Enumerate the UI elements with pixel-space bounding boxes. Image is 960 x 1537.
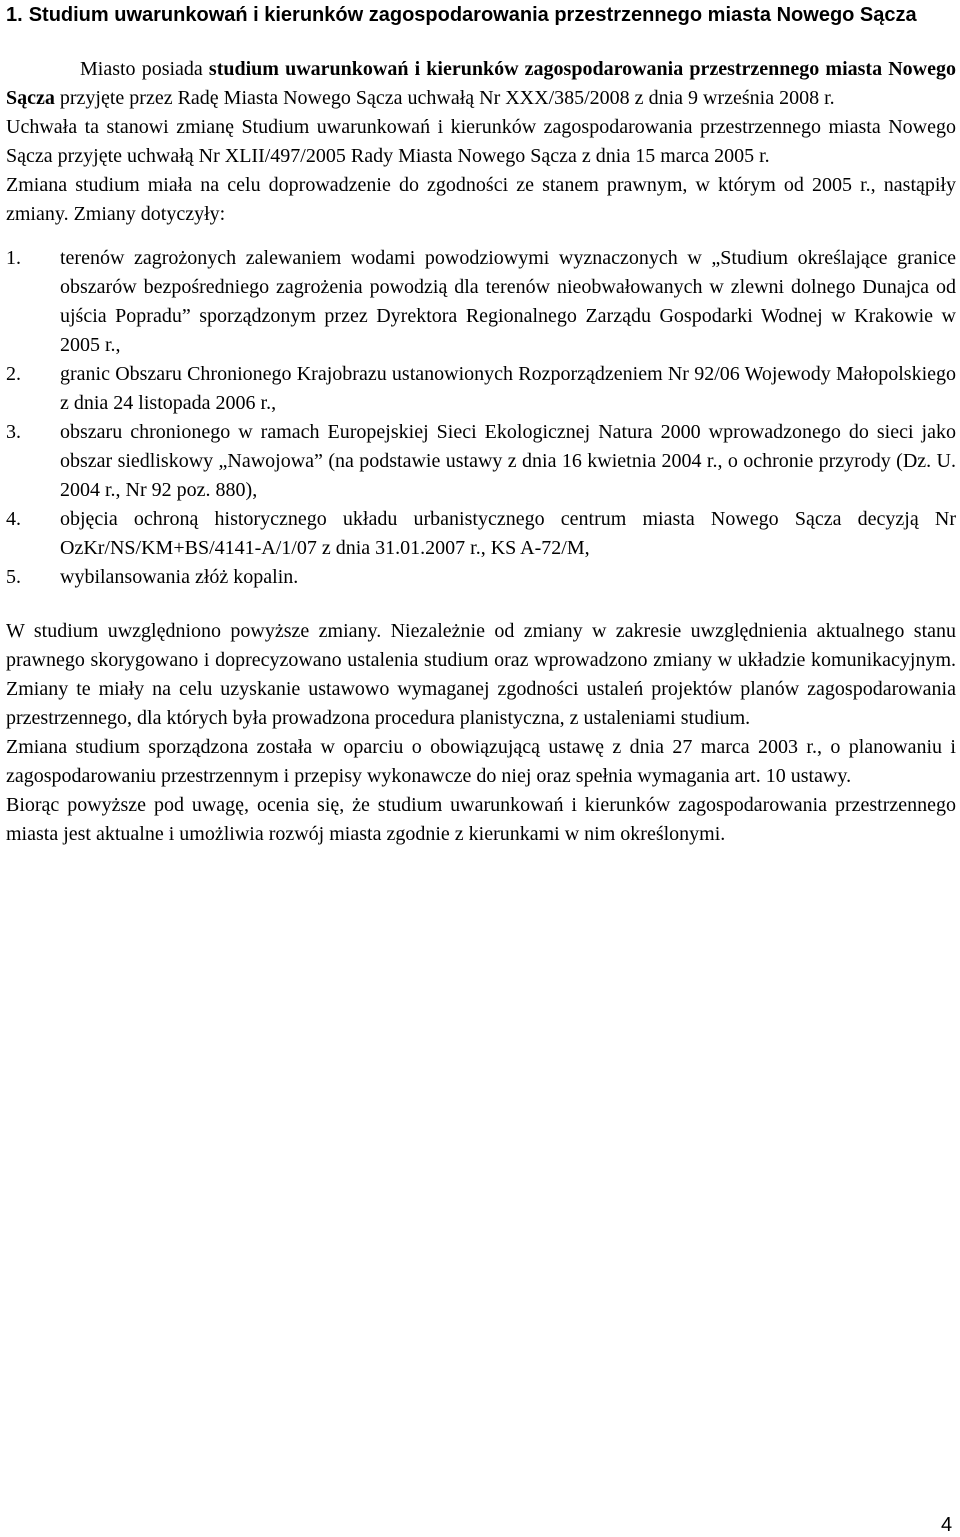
list-item-text: terenów zagrożonych zalewaniem wodami powodziowymi wyznaczonych w „Studium określające granice obszarów bezpośredniego zagrożenia powodzią dla terenów nieobwałowanych w zlewni dolnego Dunajca od ujścia Popradu” sporządzonym przez Dyrektora Regionalnego Zarządu Gospodarki Wodnej w Krakowie w 2005 r., bbox=[60, 247, 956, 356]
list-item bbox=[6, 244, 956, 360]
intro-rest: przyjęte przez Radę Miasta Nowego Sącza uchwałą Nr XXX/385/2008 z dnia 9 września 2008 r. bbox=[54, 87, 835, 109]
list-item bbox=[6, 360, 956, 418]
changes-list bbox=[6, 244, 956, 592]
list-item bbox=[6, 505, 956, 563]
list-item-text: granic Obszaru Chronionego Krajobrazu ustanowionych Rozporządzeniem Nr 92/06 Wojewody Małopolskiego z dnia 24 listopada 2006 r., bbox=[60, 363, 956, 414]
conclusion-paragraph: Biorąc powyższe pod uwagę, ocenia się, że studium uwarunkowań i kierunków zagospodarowania przestrzennego miasta jest aktualne i umożliwia rozwój miasta zgodnie z kierunkami w nim określonymi. bbox=[6, 794, 956, 845]
list-item-number: 2. bbox=[6, 363, 21, 385]
change-paragraph: Uchwała ta stanowi zmianę Studium uwarunkowań i kierunków zagospodarowania przestrzennego miasta Nowego Sącza przyjęte uchwałą Nr XLII/497/2005 Rady Miasta Nowego Sącza z dnia 15 marca 2005 r. bbox=[6, 116, 956, 167]
list-item-number: 3. bbox=[6, 421, 21, 443]
list-item-text: objęcia ochroną historycznego układu urbanistycznego centrum miasta Nowego Sącza decyzją Nr OzKr/NS/KM+BS/4141-A/1/07 z dnia 31.01.2007 r., KS A-72/M, bbox=[60, 508, 956, 559]
document-page bbox=[6, 0, 956, 849]
section-heading bbox=[6, 0, 956, 30]
purpose-paragraph: Zmiana studium miała na celu doprowadzenie do zgodności ze stanem prawnym, w którym od 2005 r., nastąpiły zmiany. Zmiany dotyczyły: bbox=[6, 174, 956, 225]
list-item-text: wybilansowania złóż kopalin. bbox=[60, 566, 299, 588]
list-item-number: 1. bbox=[6, 247, 21, 269]
list-item-number: 4. bbox=[6, 508, 21, 530]
considered-paragraph: W studium uwzględniono powyższe zmiany. Niezależnie od zmiany w zakresie uwzględnienia aktualnego stanu prawnego skorygowano i doprecyzowano ustalenia studium oraz wprowadzono zmiany w układzie komunikacyjnym. Zmiany te miały na celu uzyskanie ustawowo wymaganej zgodności ustaleń projektów planów zagospodarowania przestrzennego, dla których była prowadzona procedura planistyczna, z ustaleniami studium. bbox=[6, 620, 956, 729]
section-title: Studium uwarunkowań i kierunków zagospodarowania przestrzennego miasta Nowego Sącza bbox=[28, 4, 917, 26]
list-item-number: 5. bbox=[6, 566, 21, 588]
intro-paragraph bbox=[6, 55, 956, 113]
basis-paragraph: Zmiana studium sporządzona została w oparciu o obowiązującą ustawę z dnia 27 marca 2003 r., o planowaniu i zagospodarowaniu przestrzennym i przepisy wykonawcze do niej oraz spełnia wymagania art. 10 ustawy. bbox=[6, 736, 956, 787]
list-item bbox=[6, 418, 956, 505]
intro-bold-title: studium uwarunkowań i kierunków zagospodarowania przestrzennego miasta Nowego Sącza bbox=[6, 58, 956, 109]
list-item-text: obszaru chronionego w ramach Europejskiej Sieci Ekologicznej Natura 2000 wprowadzonego do sieci jako obszar siedliskowy „Nawojowa” (na podstawie ustawy z dnia 16 kwietnia 2004 r., o ochronie przyrody (Dz. U. 2004 r., Nr 92 poz. 880), bbox=[60, 421, 956, 501]
page-number: 4 bbox=[941, 1514, 953, 1536]
list-item bbox=[6, 563, 956, 592]
section-number: 1. bbox=[6, 4, 23, 26]
intro-lead: Miasto posiada bbox=[80, 58, 209, 80]
